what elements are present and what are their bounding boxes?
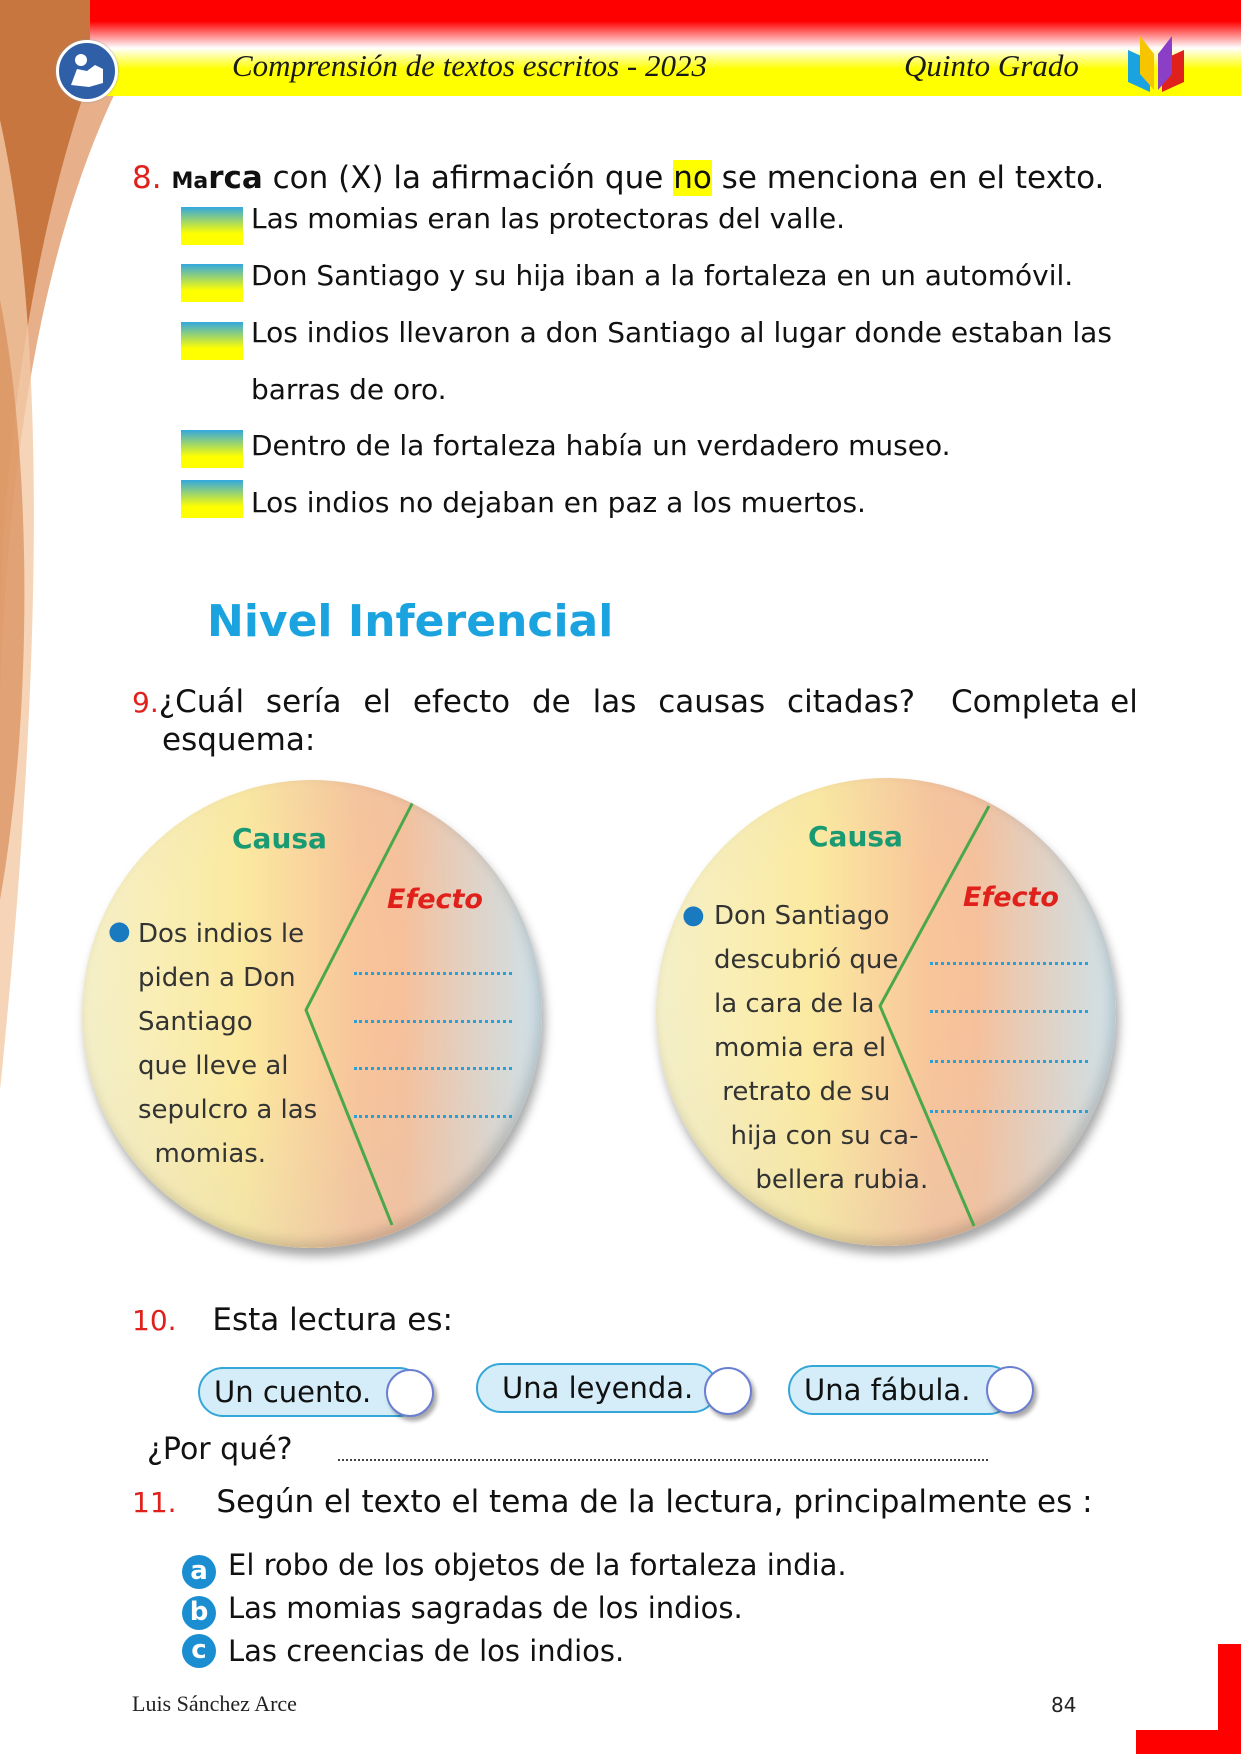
option-8-5: Los indios no dejaban en paz a los muertos.: [251, 486, 866, 519]
effect-answer-line-3[interactable]: [930, 1060, 1088, 1063]
causa-label: Causa: [232, 822, 327, 855]
letter-b-icon[interactable]: b: [182, 1596, 216, 1630]
efecto-label: Efecto: [963, 882, 1059, 913]
answer-box-1[interactable]: [181, 207, 243, 245]
effect-answer-line-4[interactable]: [930, 1110, 1088, 1113]
question-11-number: 11.: [132, 1486, 177, 1519]
option-8-3: Los indios llevaron a don Santiago al lugar donde estaban las: [251, 316, 1112, 349]
bullet-icon: ●: [682, 900, 705, 930]
why-label: ¿Por qué?: [147, 1432, 293, 1467]
effect-answer-line-2[interactable]: [930, 1010, 1088, 1013]
effect-answer-line-2[interactable]: [354, 1020, 512, 1023]
reading-person-icon: [56, 40, 118, 102]
header-title: Comprensión de textos escritos - 2023: [232, 48, 707, 83]
question-8-number: 8.: [132, 160, 162, 196]
corner-decoration: [1136, 1730, 1241, 1754]
effect-answer-line-3[interactable]: [354, 1067, 512, 1070]
option-8-4: Dentro de la fortaleza había un verdadero museo.: [251, 429, 951, 462]
option-8-3-cont: barras de oro.: [251, 373, 447, 406]
question-8-prompt: 8. Marca con (X) la afirmación que no se menciona en el texto.: [132, 160, 1105, 196]
cause-line: retrato de su: [714, 1077, 891, 1107]
question-10-number: 10.: [132, 1304, 177, 1337]
option-8-1: Las momias eran las protectoras del valle.: [251, 202, 846, 235]
option-11-b: Las momias sagradas de los indios.: [228, 1591, 743, 1625]
option-11-c: Las creencias de los indios.: [228, 1634, 625, 1668]
question-9-prompt-line2: esquema:: [162, 722, 316, 758]
cause-line: descubrió que: [714, 945, 899, 975]
cause-line: Santiago: [138, 1007, 253, 1037]
cause-line: que lleve al: [138, 1051, 289, 1081]
cause-line: sepulcro a las: [138, 1095, 318, 1125]
cause-line: hija con su ca-: [714, 1121, 919, 1151]
question-9-prompt-end: Completa el: [951, 684, 1138, 720]
answer-box-3[interactable]: [181, 322, 243, 360]
books-icon: [1120, 30, 1192, 94]
highlighted-word: no: [673, 160, 712, 196]
cause-line: piden a Don: [138, 963, 296, 993]
option-cuento: Un cuento.: [198, 1367, 424, 1417]
cause-line: momia era el: [714, 1033, 887, 1063]
cause-line: Dos indios le: [138, 919, 305, 949]
footer-author: Luis Sánchez Arce: [132, 1691, 297, 1716]
option-11-a: El robo de los objetos de la fortaleza india.: [228, 1548, 847, 1582]
question-10-prompt: 10. Esta lectura es:: [132, 1302, 453, 1338]
answer-box-5[interactable]: [181, 480, 243, 518]
effect-answer-line-1[interactable]: [354, 972, 512, 975]
cause-effect-circle-left: [82, 780, 542, 1248]
option-fabula: Una fábula.: [788, 1365, 1014, 1415]
option-cuento-circle[interactable]: [386, 1369, 434, 1417]
cause-line: bellera rubia.: [714, 1165, 929, 1195]
letter-c-icon[interactable]: c: [182, 1634, 216, 1668]
question-9-prompt: 9.¿Cuál sería el efecto de las causas citadas?: [132, 684, 916, 720]
answer-box-4[interactable]: [181, 430, 243, 468]
cause-line: la cara de la: [714, 989, 875, 1019]
question-9-number: 9.: [132, 686, 159, 719]
option-fabula-circle[interactable]: [986, 1366, 1034, 1414]
effect-answer-line-1[interactable]: [930, 962, 1088, 965]
option-8-2: Don Santiago y su hija iban a la fortaleza en un automóvil.: [251, 259, 1074, 292]
efecto-label: Efecto: [387, 884, 483, 915]
page-number: 84: [1051, 1693, 1077, 1717]
section-title: Nivel Inferencial: [207, 596, 614, 647]
causa-label: Causa: [808, 820, 903, 853]
cause-line: Don Santiago: [714, 901, 890, 931]
option-leyenda-circle[interactable]: [704, 1367, 752, 1415]
bullet-icon: ●: [108, 916, 131, 946]
cause-line: momias.: [138, 1139, 267, 1169]
cause-effect-circle-right: [656, 778, 1116, 1246]
header-grade: Quinto Grado: [904, 48, 1079, 83]
question-11-prompt: 11. Según el texto el tema de la lectura, principalmente es :: [132, 1484, 1093, 1520]
answer-box-2[interactable]: [181, 264, 243, 302]
letter-a-icon[interactable]: a: [182, 1555, 216, 1589]
option-leyenda: Una leyenda.: [476, 1363, 718, 1413]
effect-answer-line-4[interactable]: [354, 1115, 512, 1118]
why-answer-line[interactable]: [338, 1459, 988, 1461]
